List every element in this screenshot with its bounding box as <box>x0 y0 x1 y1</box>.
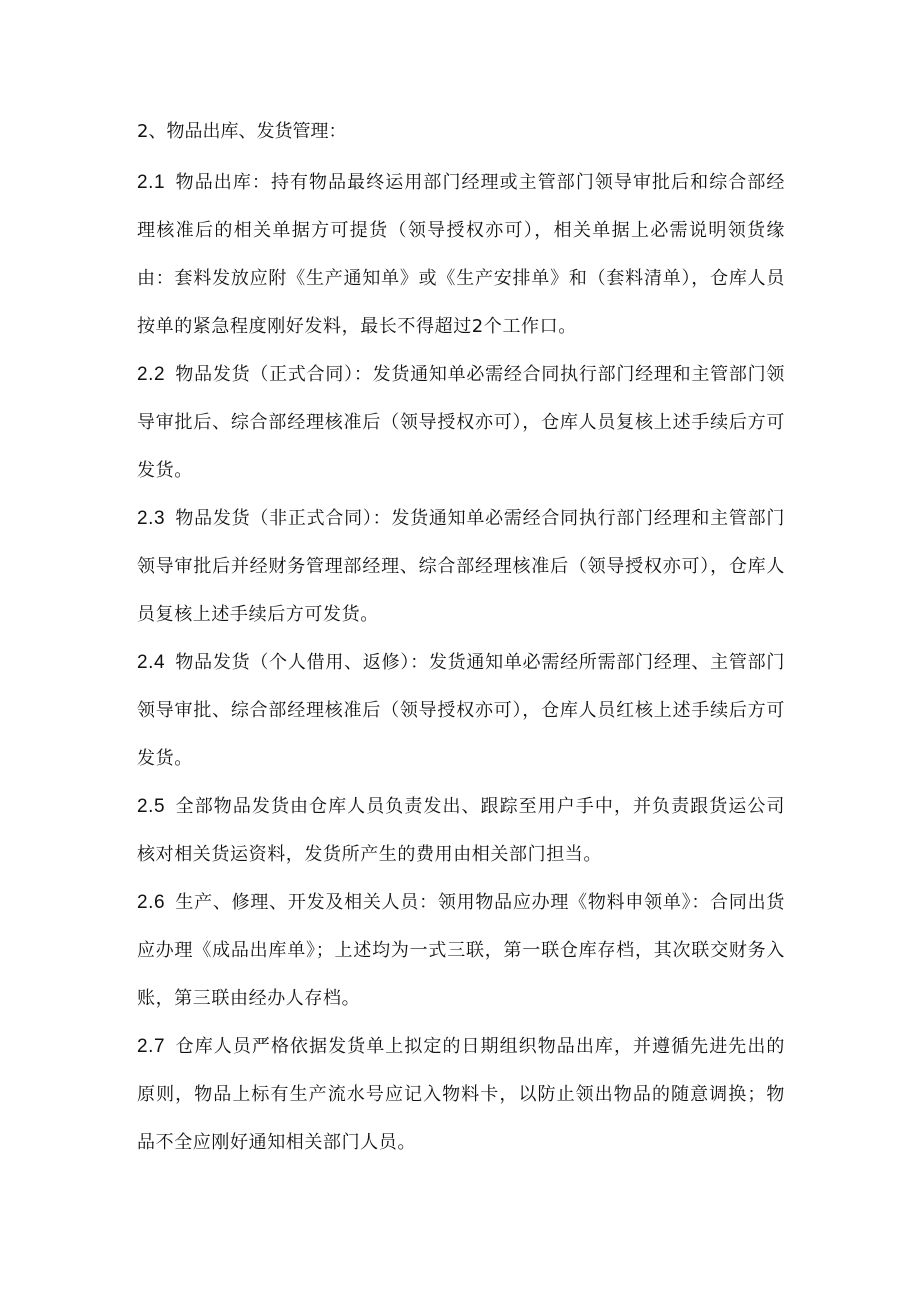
paragraph-2-2 <box>137 351 785 495</box>
paragraph-number: 2.6 <box>137 892 166 913</box>
paragraph-2-6 <box>137 879 785 1023</box>
document-page <box>137 112 785 1167</box>
paragraph-number: 2.3 <box>137 508 166 529</box>
paragraph-2-3 <box>137 495 785 639</box>
paragraph-number: 2.7 <box>137 1036 166 1057</box>
paragraph-text: 物品发货（个人借用、返修）：发货通知单必需经所需部门经理、主管部门领导审批、综合部经理核准后（领导授权亦可），仓库人员红核上述手续后方可发货。 <box>137 652 785 769</box>
paragraph-number: 2.5 <box>137 796 166 817</box>
paragraph-text: 物品发货（非正式合同）：发货通知单必需经合同执行部门经理和主管部门领导审批后并经财务管理部经理、综合部经理核准后（领导授权亦可），仓库人员复核上述手续后方可发货。 <box>137 508 785 625</box>
paragraph-2-7 <box>137 1023 785 1167</box>
paragraph-text: 全部物品发货由仓库人员负责发出、跟踪至用户手中，并负责跟货运公司核对相关货运资料，发货所产生的费用由相关部门担当。 <box>137 796 785 865</box>
paragraph-text: 物品发货（正式合同）：发货通知单必需经合同执行部门经理和主管部门领导审批后、综合部经理核准后（领导授权亦可），仓库人员复核上述手续后方可发货。 <box>137 364 785 481</box>
section-heading: 2、物品出库、发货管理： <box>137 121 347 142</box>
paragraph-2-5 <box>137 783 785 879</box>
paragraph-text: 物品出库：持有物品最终运用部门经理或主管部门领导审批后和综合部经理核准后的相关单据方可提货（领导授权亦可），相关单据上必需说明领货缘由：套料发放应附《生产通知单》或《生产安排单》和（套料清单），仓库人员按单的紧急程度刚好发料，最长不得超过2个工作口。 <box>137 172 785 337</box>
paragraph-text: 仓库人员严格依据发货单上拟定的日期组织物品出库，并遵循先进先出的原则，物品上标有生产流水号应记入物料卡，以防止领出物品的随意调换；物品不全应刚好通知相关部门人员。 <box>137 1036 785 1153</box>
paragraph-number: 2.1 <box>137 172 166 193</box>
paragraph-text: 生产、修理、开发及相关人员：领用物品应办理《物料申领单》：合同出货应办理《成品出库单》；上述均为一式三联，第一联仓库存档，其次联交财务入账，第三联由经办人存档。 <box>137 892 785 1009</box>
paragraph-number: 2.4 <box>137 652 166 673</box>
paragraph-2-1 <box>137 159 785 351</box>
paragraph-2-4 <box>137 639 785 783</box>
paragraph-number: 2.2 <box>137 364 166 385</box>
